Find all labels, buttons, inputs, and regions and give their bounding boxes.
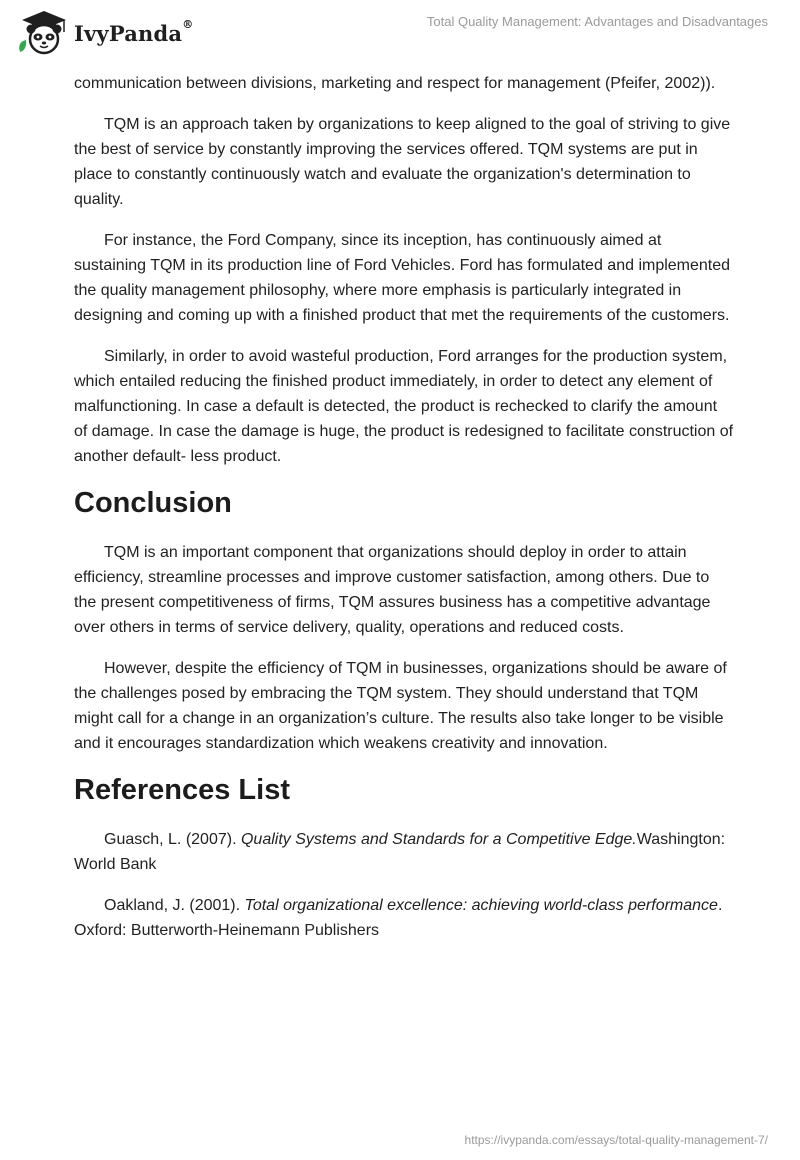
reference-item: Oakland, J. (2001). Total organizational excellence: achieving world-class performance. Oxford: Butterworth-Heinemann Publishers [74,897,723,939]
paragraph-continued: communication between divisions, marketing and respect for management (Pfeifer, 2002)). [74,75,716,92]
paragraph-ford-company: For instance, the Ford Company, since its inception, has continuously aimed at sustaining TQM in its production line of Ford Vehicles. Ford has formulated and implemented the quality management philosophy, where more emphasis is particularly integrated in designing and coming up with a finished product that met the requirements of the customers. [74,232,731,324]
source-url-link[interactable]: https://ivypanda.com/essays/total-quality-management-7/ [464,1133,768,1147]
essay-content [74,71,734,959]
page-header [0,0,800,70]
references-heading: References List [74,774,290,806]
conclusion-heading: Conclusion [74,487,232,519]
paragraph-conclusion-1: TQM is an important component that organizations should deploy in order to attain efficiency, streamline processes and improve customer satisfaction, among others. Due to the present competitiveness of firms, TQM assures business has a competitive advantage over others in terms of service delivery, quality, operations and reduced costs. [74,544,711,636]
panda-graduate-icon [14,8,70,56]
paragraph-tqm-approach: TQM is an approach taken by organizations to keep aligned to the goal of striving to give the best of service by constantly improving the services offered. TQM systems are put in place to constantly continuously watch and evaluate the organization's determination to quality. [74,116,731,208]
logo-text: IvyPanda® [74,17,194,46]
ivypanda-logo[interactable] [14,8,193,56]
reference-item: Guasch, L. (2007). Quality Systems and Standards for a Competitive Edge.Washington: World Bank [74,831,726,873]
paragraph-ford-production: Similarly, in order to avoid wasteful production, Ford arranges for the production system, which entailed reducing the finished product immediately, in order to detect any element of malfunctioning. In case a default is detected, the product is rechecked to clarify the amount of damage. In case the damage is huge, the product is redesigned to facilitate construction of another default- less product. [74,348,734,465]
paragraph-conclusion-2: However, despite the efficiency of TQM in businesses, organizations should be aware of the challenges posed by embracing the TQM system. They should understand that TQM might call for a change in an organization’s culture. The results also take longer to be visible and it encourages standardization which weakens creativity and innovation. [74,660,727,752]
document-title: Total Quality Management: Advantages and Disadvantages [426,14,768,29]
